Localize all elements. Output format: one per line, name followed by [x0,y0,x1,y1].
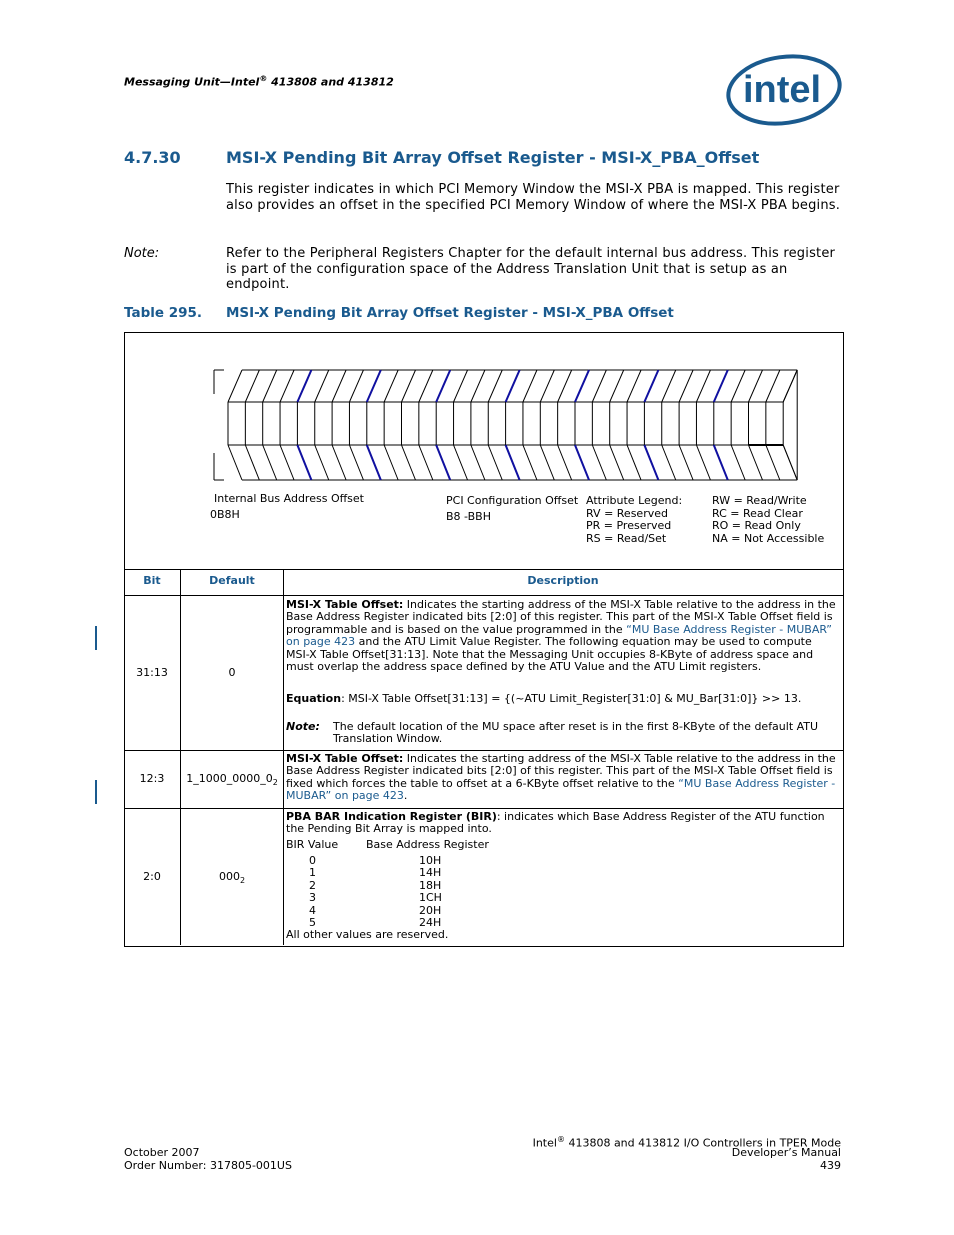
bar-offset-value: 1CH [419,891,442,905]
bit-slant-bottom [766,445,780,480]
bit-slant-top [419,370,433,402]
row1-equation [286,693,838,705]
internal-offset-label: Internal Bus Address Offset [214,492,364,505]
bit-slant-top [436,370,450,402]
row2-description [286,753,838,803]
footer-manual: Developer’s Manual [731,1146,841,1159]
bit-slant-bottom [679,445,693,480]
row1-default: 0 [228,666,236,679]
running-header [124,74,394,89]
bit-slant-bottom [280,445,294,480]
bit-slant-bottom [367,445,381,480]
row1-bit: 31:13 [136,666,168,679]
bit-slant-bottom [332,445,346,480]
bit-slant-top [540,370,554,402]
row2-default [181,772,283,787]
table-col-divider-2 [283,569,284,945]
bar-offset-value: 24H [419,916,442,929]
row1-field-name: MSI-X Table Offset: [286,598,404,611]
intro-paragraph: This register indicates in which PCI Memory Window the MSI-X PBA is mapped. This register also provides an offset in the specified PCI Memory Window of where the MSI-X PBA begins. [226,182,841,213]
bit-slant-bottom [558,445,572,480]
bir-value: 2 [309,878,316,892]
footer-registered-mark: ® [556,1135,565,1144]
bit-slant-top [297,370,311,402]
row3-default-radix: 2 [239,876,246,886]
bit-slant-bottom [488,445,502,480]
row3-field-name: PBA BAR Indication Register (BIR) [286,810,497,823]
bit-slant-top [349,370,363,402]
bar-offset-value: 10H [419,854,442,867]
bit-slant-bottom [540,445,554,480]
change-bar-1 [95,626,97,650]
change-bar-2 [95,780,97,804]
bit-slant-top [506,370,520,402]
footer-page-number: 439 [820,1159,841,1172]
equation-label: Equation [286,692,342,705]
row2-bit: 12:3 [139,772,165,785]
row2-field-name: MSI-X Table Offset: [286,752,404,765]
bit-slant-bottom [662,445,676,480]
mubar-link-1[interactable]: “MU Base Address Register - MUBAR” on page 423 [286,622,832,649]
row2-default-value: 1_1000_0000_0 [186,772,273,785]
table-title: MSI-X Pending Bit Array Offset Register - MSI-X_PBA Offset [226,305,674,321]
bar-offset-value: 20H [419,903,442,917]
equation-text: : MSI-X Table Offset[31:13] = {(~ATU Limit_Register[31:0] & MU_Bar[31:0]} >> 13. [341,692,802,705]
row2-default-radix: 2 [272,778,278,788]
bit-slant-top [367,370,381,402]
bir-value: 5 [309,916,316,929]
bit-slant-top [245,370,259,402]
row2-desc-text: Indicates the starting address of the MSI-X Table relative to the address in the Base Address Register indicated bits [2:0] of this register. This part of the MSI-X Table Offset field is fixed which forces the table to offset at a 6-KByte offset relative to the [286,752,836,790]
bit-slant-bottom [731,445,745,480]
bit-slant-top [488,370,502,402]
bit-slant-bottom [696,445,710,480]
mubar-link-2[interactable]: “MU Base Address Register - MUBAR” on page 423 [286,776,836,803]
row3-desc-text: : indicates which Base Address Register of the ATU function the Pending Bit Array is mapped into. [286,810,825,836]
bit-slant-bottom [644,445,658,480]
bit-slant-bottom [315,445,329,480]
bar-offset-value: 14H [419,866,442,880]
bit-slant-top [315,370,329,402]
row3-default-value: 000 [218,870,240,883]
bit-slant-bottom [523,445,537,480]
row1-note-label: Note: [286,720,320,733]
bir-header-register: Base Address Register [366,838,489,851]
bar-offset-value: 18H [419,878,442,892]
bit-slant-bottom [471,445,485,480]
row3-bit: 2:0 [143,870,161,883]
note-paragraph: Refer to the Peripheral Registers Chapter for the default internal bus address. This register is part of the configuration space of the Address Translation Unit that is setup as an endpoint. [226,246,836,292]
registered-mark: ® [259,74,268,83]
bit-slant-top [592,370,606,402]
row3-default [181,870,283,885]
bir-value: 4 [309,903,316,917]
bir-footer: All other values are reserved. [286,928,449,941]
row1-desc-text: Indicates the starting address of the MSI-X Table relative to the address in the Base Address Register indicated bits [2:0] of this register. This part of the MSI-X Table Offset field is programmable and is based on the value programmed in the [286,598,836,636]
bir-value: 0 [309,854,316,867]
bit-slant-top [471,370,485,402]
bit-slant-top [575,370,589,402]
table-number: Table 295. [124,305,203,321]
pci-offset-label: PCI Configuration Offset [446,494,579,507]
bit-slant-bottom [783,445,797,480]
bit-slant-bottom [627,445,641,480]
note-label: Note: [124,246,160,261]
bit-slant-bottom [384,445,398,480]
bir-value: 3 [309,891,316,905]
logo-text: intel [742,69,822,111]
header-bit: Bit [143,574,161,587]
row1-description [286,599,838,673]
bit-slant-top [523,370,537,402]
row1-desc-text2: and the ATU Limit Value Register. The following equation may be used to compute MSI-X Table Offset[31:13]. Note that the Messaging Unit occupies 8-KByte of address space and must overlap the address space defined by the ATU Value and the ATU Limit registers. [286,635,814,674]
bit-slant-bottom [714,445,728,480]
bit-slant-bottom [245,445,259,480]
bit-slant-top [280,370,294,402]
table-rule-diagram [124,569,843,570]
table-col-divider-1 [180,569,181,945]
table-rule-row2 [124,808,843,809]
bit-slant-top [558,370,572,402]
table-rule-row1 [124,750,843,751]
bit-slant-top [766,370,780,402]
bit-slant-bottom [436,445,450,480]
intel-logo [724,50,844,130]
bir-value: 1 [309,866,316,880]
footer-date: October 2007 [124,1146,200,1159]
row2-desc-text2: . [403,789,408,803]
bit-slant-top [644,370,658,402]
header-description: Description [527,574,599,587]
bir-header-value: BIR Value [286,838,339,851]
bit-slant-bottom [454,445,468,480]
bit-slant-top [263,370,277,402]
bit-slant-top [228,370,242,402]
bit-slant-bottom [297,445,311,480]
row3-description [286,811,838,836]
pci-offset-value: B8 -BBH [446,510,491,523]
bit-slant-top [662,370,676,402]
running-header-text: Messaging Unit—Intel [124,75,260,89]
bit-slant-bottom [575,445,589,480]
bit-slant-top [783,370,797,402]
bit-slant-bottom [349,445,363,480]
bit-slant-top [454,370,468,402]
header-default: Default [209,574,255,587]
attribute-legend-col2: RW = Read/Write RC = Read Clear RO = Read Only NA = Not Accessible [712,494,825,545]
bit-slant-bottom [506,445,520,480]
row1-note-text: The default location of the MU space after reset is in the first 8-KByte of the default ATU Translation Window. [333,720,819,746]
table-rule-header [124,595,843,596]
footer-order-number: Order Number: 317805-001US [124,1159,292,1172]
running-header-text-post: 413808 and 413812 [267,75,394,89]
bit-slant-bottom [263,445,277,480]
bit-slant-bottom [402,445,416,480]
section-number: 4.7.30 [124,148,181,167]
section-title: MSI-X Pending Bit Array Offset Register - MSI-X_PBA_Offset [226,148,760,167]
bit-slant-top [402,370,416,402]
attribute-legend-col1: Attribute Legend: RV = Reserved PR = Preserved RS = Read/Set [586,494,683,545]
footer-product-post: 413808 and 413812 I/O Controllers in TPER Mode [564,1136,841,1150]
bit-slant-bottom [419,445,433,480]
bit-slant-top [749,370,763,402]
bit-slant-top [714,370,728,402]
bit-slant-top [679,370,693,402]
bit-slant-top [332,370,346,402]
internal-offset-value: 0B8H [210,508,240,521]
bit-slant-bottom [749,445,763,480]
bit-slant-top [696,370,710,402]
bit-slant-top [384,370,398,402]
register-bit-diagram [210,362,810,487]
bit-slant-bottom [228,445,242,480]
bit-slant-top [627,370,641,402]
footer-product-pre: Intel [532,1136,557,1150]
bit-slant-bottom [592,445,606,480]
bit-slant-bottom [610,445,624,480]
bit-slant-top [610,370,624,402]
bit-slant-top [731,370,745,402]
